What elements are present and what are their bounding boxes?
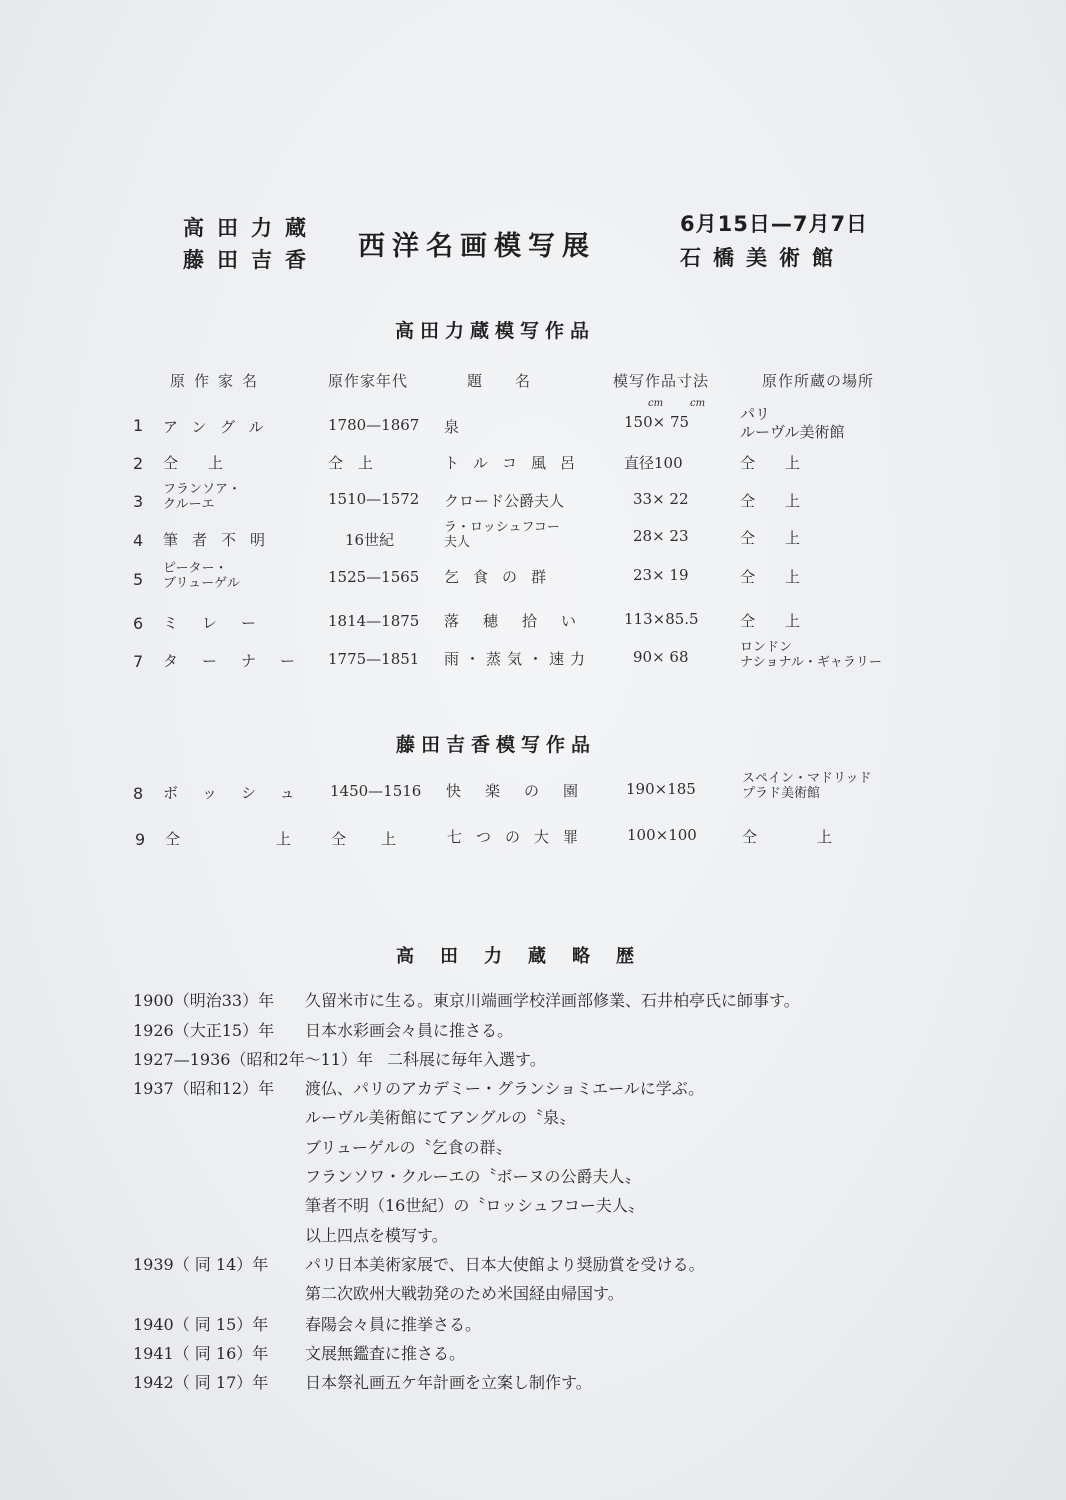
- biography-year: 1941（ 同 16）年: [133, 1344, 269, 1363]
- table-cell-location: 仝 上: [740, 612, 801, 630]
- biography-text: ルーヴル美術館にてアングルの〝泉〟: [305, 1108, 576, 1127]
- biography-entry: [133, 1047, 546, 1070]
- table-cell-years: 1814—1875: [328, 612, 420, 630]
- biography-text: 文展無鑑査に推さる。: [305, 1344, 466, 1363]
- biography-text: パリ日本美術家展で、日本大使館より奨励賞を受ける。: [305, 1255, 705, 1274]
- table-cell-artist: 仝 上: [165, 830, 314, 848]
- table-cell-title: 乞食の群: [444, 568, 561, 586]
- biography-text: 日本祭礼画五ケ年計画を立案し制作す。: [305, 1373, 592, 1392]
- biography-text: 春陽会々員に推挙さる。: [305, 1315, 482, 1334]
- biography-entry: [133, 1312, 481, 1335]
- table-cell-artist: フランソア・ クルーエ: [163, 482, 242, 512]
- biography-year: 1926（大正15）年: [133, 1021, 275, 1040]
- table-cell-location: スペイン・マドリッド プラド美術館: [742, 771, 872, 801]
- table-cell-artist: ピーター・ ブリューゲル: [163, 561, 240, 591]
- biography-text: 久留米市に生る。東京川端画学校洋画部修業、石井柏亭氏に師事す。: [305, 991, 800, 1010]
- table-row-number: 2: [133, 454, 144, 473]
- artist-name-1: 高田力蔵: [183, 216, 319, 240]
- section-title-fujita-works: 藤田吉香模写作品: [396, 734, 597, 756]
- biography-year: 1927—1936（昭和2年～11）年: [133, 1050, 373, 1069]
- biography-year: 1900（明治33）年: [133, 991, 275, 1010]
- column-header-title: 題 名: [467, 372, 532, 390]
- table-cell-artist: ミレー: [163, 614, 281, 632]
- biography-text: 第二次欧州大戦勃発のため米国経由帰国す。: [305, 1284, 624, 1303]
- table-row-number: 7: [133, 652, 144, 671]
- artist-name-2: 藤田吉香: [183, 248, 319, 272]
- table-row-number: 6: [133, 614, 144, 633]
- biography-text: 筆者不明（16世紀）の〝ロッシュフコー夫人〟: [305, 1196, 644, 1215]
- biography-text: ブリューゲルの〝乞食の群〟: [305, 1138, 512, 1157]
- table-cell-size: 直径100: [624, 454, 683, 472]
- biography-year: 1937（昭和12）年: [133, 1079, 275, 1098]
- table-cell-title: 七つの大罪: [447, 828, 593, 846]
- size-unit-cm: cm: [690, 398, 706, 409]
- table-row-number: 8: [133, 784, 144, 803]
- table-cell-title: 快楽の園: [446, 782, 603, 800]
- biography-text: 日本水彩画会々員に推さる。: [305, 1021, 514, 1040]
- table-cell-artist: ターナー: [163, 652, 320, 670]
- table-cell-location: 仝 上: [740, 492, 801, 510]
- table-cell-location: 仝 上: [740, 568, 801, 586]
- table-cell-years: 1450—1516: [330, 782, 422, 800]
- table-cell-years: 16世紀: [345, 531, 395, 549]
- biography-year: 1939（ 同 14）年: [133, 1255, 269, 1274]
- artist-names: [183, 212, 319, 276]
- table-cell-size: 28× 23: [633, 527, 689, 545]
- biography-year: 1940（ 同 15）年: [133, 1315, 269, 1334]
- table-cell-title: 泉: [444, 418, 460, 436]
- table-cell-size: 113×85.5: [624, 610, 699, 628]
- biography-entry: [133, 1341, 465, 1364]
- table-cell-years: 仝 上: [328, 454, 374, 472]
- column-header-artist: 原作家名: [170, 372, 267, 390]
- table-cell-years: 1525—1565: [328, 568, 420, 586]
- table-cell-title: クロード公爵夫人: [444, 492, 565, 510]
- table-cell-location: 仝 上: [740, 529, 801, 547]
- biography-entry: [133, 1018, 513, 1041]
- table-cell-size: 33× 22: [633, 490, 689, 508]
- biography-text: 二科展に毎年入選す。: [386, 1050, 546, 1069]
- exhibition-title: 西洋名画模写展: [358, 231, 596, 262]
- table-cell-size: 150× 75: [624, 413, 690, 431]
- table-cell-artist: ボッシュ: [163, 784, 319, 802]
- table-cell-artist: 仝 上: [163, 454, 224, 472]
- biography-year: 1942（ 同 17）年: [133, 1373, 269, 1392]
- table-cell-location: パリ ルーヴル美術館: [740, 405, 845, 441]
- table-cell-years: 1775—1851: [328, 650, 420, 668]
- table-cell-location: 仝 上: [740, 454, 801, 472]
- biography-text: 以上四点を模写す。: [305, 1226, 448, 1245]
- table-cell-location: 仝 上: [742, 828, 843, 846]
- table-cell-years: 1780—1867: [328, 416, 420, 434]
- table-cell-title: トルコ風呂: [444, 454, 590, 472]
- biography-entry: [133, 1370, 592, 1393]
- biography-entry: [133, 1076, 704, 1099]
- table-row-number: 1: [133, 416, 144, 435]
- table-row-number: 5: [133, 570, 144, 589]
- biography-text: 渡仏、パリのアカデミー・グランショミエールに学ぶ。: [305, 1079, 705, 1098]
- table-cell-location: ロンドン ナショナル・ギャラリー: [740, 640, 882, 670]
- biography-text: フランソワ・クルーエの〝ボーヌの公爵夫人〟: [305, 1167, 641, 1186]
- biography-entry: [133, 988, 800, 1011]
- exhibition-dates: 6月15日—7月7日: [680, 212, 869, 236]
- table-cell-artist: アングル: [163, 418, 278, 436]
- table-cell-title: 雨・蒸気・速力: [444, 650, 592, 668]
- table-cell-size: 100×100: [627, 826, 697, 844]
- column-header-years: 原作家年代: [328, 372, 409, 390]
- table-cell-size: 23× 19: [633, 566, 689, 584]
- table-row-number: 4: [133, 531, 144, 550]
- section-title-biography: 高田力蔵略歴: [396, 946, 660, 967]
- table-cell-years: 1510—1572: [328, 490, 420, 508]
- table-cell-size: 190×185: [626, 780, 696, 798]
- table-cell-title: 落穂拾い: [444, 612, 601, 630]
- table-row-number: 9: [135, 830, 146, 849]
- table-cell-size: 90× 68: [633, 648, 689, 666]
- table-row-number: 3: [133, 492, 144, 511]
- size-unit-cm: cm: [648, 398, 664, 409]
- table-cell-years: 仝 上: [331, 830, 407, 848]
- biography-entry: [133, 1252, 705, 1275]
- column-header-size: 模写作品寸法: [613, 372, 710, 390]
- exhibition-venue: 石橋美術館: [680, 246, 845, 270]
- table-cell-artist: 筆者不明: [163, 531, 280, 549]
- table-cell-title: ラ・ロッシュフコー 夫人: [444, 520, 560, 550]
- section-title-takada-works: 高田力蔵模写作品: [395, 320, 596, 342]
- column-header-location: 原作所蔵の場所: [762, 372, 875, 390]
